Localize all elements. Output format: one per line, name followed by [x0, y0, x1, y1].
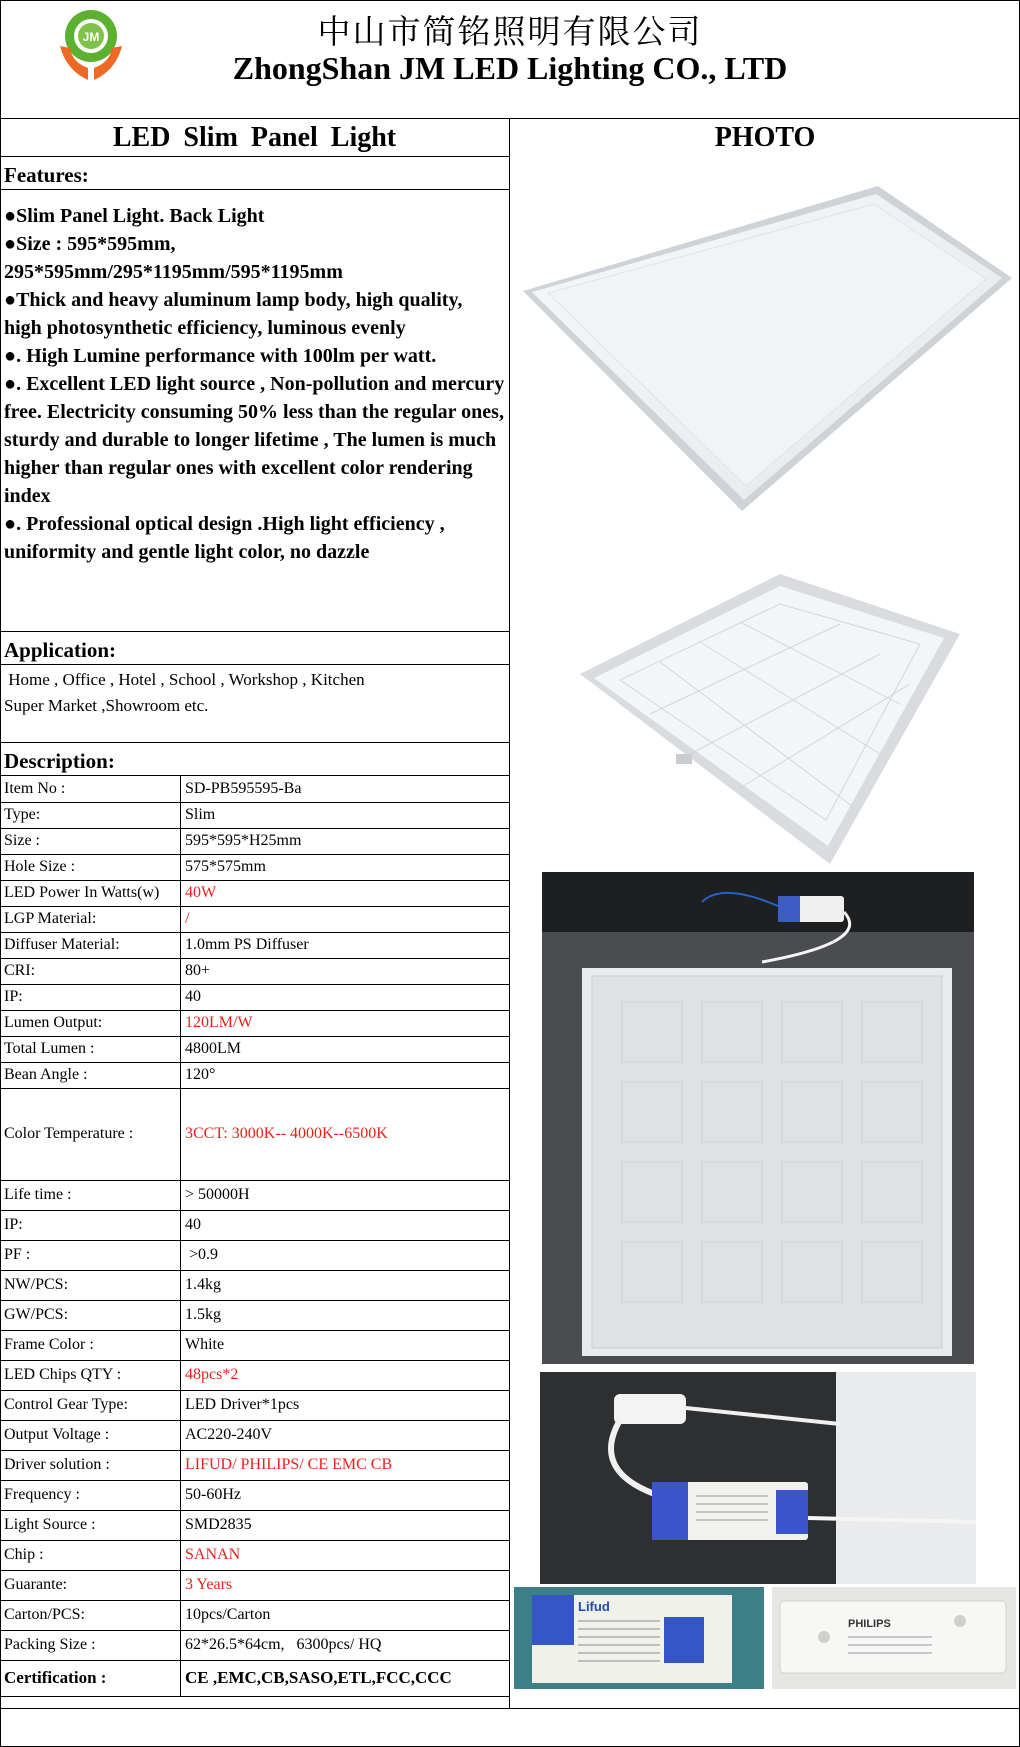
- spec-row: [0, 1540, 509, 1570]
- spec-value: 80+: [181, 958, 510, 984]
- spec-label: Total Lumen :: [0, 1036, 181, 1062]
- spec-label: Guarante:: [0, 1570, 181, 1600]
- spec-label: IP:: [0, 984, 181, 1010]
- spec-label: Lumen Output:: [0, 1010, 181, 1036]
- spec-label: Output Voltage :: [0, 1420, 181, 1450]
- spec-label: Frame Color :: [0, 1330, 181, 1360]
- spec-value: 40: [181, 984, 510, 1010]
- spec-row: [0, 958, 509, 984]
- spec-value: 3 Years: [181, 1570, 510, 1600]
- spec-row: [0, 1088, 509, 1180]
- spec-label: Frequency :: [0, 1480, 181, 1510]
- spec-label: Chip :: [0, 1540, 181, 1570]
- company-name-chinese: 中山市简铭照明有限公司: [317, 15, 703, 51]
- spec-row: [0, 1600, 509, 1630]
- spec-label: Light Source :: [0, 1510, 181, 1540]
- spec-row: [0, 906, 509, 932]
- lifud-brand-text: Lifud: [578, 1599, 610, 1614]
- spec-value: Slim: [181, 802, 510, 828]
- spec-value: SANAN: [181, 1540, 510, 1570]
- logo-text: JM: [82, 30, 100, 44]
- company-logo: [56, 8, 126, 82]
- spec-row: [0, 880, 509, 906]
- spec-label: Carton/PCS:: [0, 1600, 181, 1630]
- spec-value: AC220-240V: [181, 1420, 510, 1450]
- spec-row: [0, 1630, 509, 1660]
- spec-value: SD-PB595595-Ba: [181, 776, 510, 802]
- feature-item: ●Size : 595*595mm, 295*595mm/295*1195mm/595*1195mm: [4, 233, 343, 283]
- spec-label: Item No :: [0, 776, 181, 802]
- features-list: [0, 190, 509, 632]
- spec-label: LGP Material:: [0, 906, 181, 932]
- spec-value: LIFUD/ PHILIPS/ CE EMC CB: [181, 1450, 510, 1480]
- spec-row: [0, 1180, 509, 1210]
- spec-value: White: [181, 1330, 510, 1360]
- description-title: Description:: [0, 743, 509, 776]
- spec-value: 10pcs/Carton: [181, 1600, 510, 1630]
- spec-row: [0, 1390, 509, 1420]
- spec-value: LED Driver*1pcs: [181, 1390, 510, 1420]
- spec-label: GW/PCS:: [0, 1300, 181, 1330]
- spec-label: Size :: [0, 828, 181, 854]
- spec-row: [0, 1360, 509, 1390]
- spec-row: [0, 802, 509, 828]
- feature-item: ●. Excellent LED light source , Non-pollution and mercury free. Electricity consuming 50% less than the regular ones, sturdy and durable to longer lifetime , The lumen is much higher than regular ones with excellent color rendering index: [4, 373, 505, 507]
- spec-value: 50-60Hz: [181, 1480, 510, 1510]
- company-name-english: ZhongShan JM LED Lighting CO., LTD: [232, 50, 788, 86]
- spec-row: [0, 1010, 509, 1036]
- spec-value: SMD2835: [181, 1510, 510, 1540]
- spec-label: LED Chips QTY :: [0, 1360, 181, 1390]
- spec-row: [0, 828, 509, 854]
- spec-label: Color Temperature :: [0, 1088, 181, 1180]
- panel-front-photo: [518, 166, 1012, 526]
- philips-driver-label-photo: [772, 1587, 1016, 1689]
- spec-label: NW/PCS:: [0, 1270, 181, 1300]
- lifud-driver-label-photo: [514, 1587, 764, 1689]
- spec-row: [0, 1420, 509, 1450]
- feature-item: ●. High Lumine performance with 100lm per watt.: [4, 345, 437, 367]
- spec-value: 120LM/W: [181, 1010, 510, 1036]
- photo-title: PHOTO: [714, 122, 816, 153]
- spec-value: 1.0mm PS Diffuser: [181, 932, 510, 958]
- photo-column: [510, 118, 1020, 1708]
- feature-item: ●Thick and heavy aluminum lamp body, high quality, high photosynthetic efficiency, luminous evenly: [4, 289, 463, 339]
- spec-value: 1.5kg: [181, 1300, 510, 1330]
- spec-value: > 50000H: [181, 1180, 510, 1210]
- driver-closeup-photo: [540, 1372, 976, 1584]
- spec-row: [0, 776, 509, 802]
- application-line: Home , Office , Hotel , School , Workshop , Kitchen: [4, 670, 365, 689]
- spec-row: [0, 854, 509, 880]
- spec-value: 595*595*H25mm: [181, 828, 510, 854]
- product-title: LED Slim Panel Light: [0, 118, 509, 157]
- spec-value: 62*26.5*64cm, 6300pcs/ HQ: [181, 1630, 510, 1660]
- spec-row: [0, 984, 509, 1010]
- spec-row: [0, 1480, 509, 1510]
- spec-label: PF :: [0, 1240, 181, 1270]
- spec-value: 3CCT: 3000K-- 4000K--6500K: [181, 1088, 510, 1180]
- spec-value: /: [181, 906, 510, 932]
- spec-row: [0, 1450, 509, 1480]
- spec-label: Hole Size :: [0, 854, 181, 880]
- application-body: [0, 665, 509, 743]
- spec-row: [0, 1062, 509, 1088]
- spec-label: Type:: [0, 802, 181, 828]
- spec-value: 48pcs*2: [181, 1360, 510, 1390]
- spec-label: Bean Angle :: [0, 1062, 181, 1088]
- spec-value: 40W: [181, 880, 510, 906]
- spec-label: Control Gear Type:: [0, 1390, 181, 1420]
- spec-label: IP:: [0, 1210, 181, 1240]
- spec-row: [0, 1570, 509, 1600]
- bottom-border: [0, 1708, 1020, 1710]
- spec-row: [0, 932, 509, 958]
- spec-column: [0, 118, 510, 1708]
- certification-value: CE ,EMC,CB,SASO,ETL,FCC,CCC: [181, 1660, 510, 1696]
- spec-value: 1.4kg: [181, 1270, 510, 1300]
- certification-row: [0, 1660, 509, 1696]
- philips-brand-text: PHILIPS: [848, 1618, 891, 1630]
- spec-row: [0, 1330, 509, 1360]
- spec-label: Life time :: [0, 1180, 181, 1210]
- spec-row: [0, 1510, 509, 1540]
- panel-back-photo: [580, 574, 960, 864]
- spec-row: [0, 1300, 509, 1330]
- spec-label: Packing Size :: [0, 1630, 181, 1660]
- spec-label: CRI:: [0, 958, 181, 984]
- spec-row: [0, 1240, 509, 1270]
- spec-label: LED Power In Watts(w): [0, 880, 181, 906]
- header: [0, 0, 1020, 119]
- spec-label: Diffuser Material:: [0, 932, 181, 958]
- features-title: Features:: [0, 157, 509, 190]
- spec-value: 575*575mm: [181, 854, 510, 880]
- spec-row: [0, 1270, 509, 1300]
- spec-row: [0, 1036, 509, 1062]
- spec-table: [0, 776, 509, 1697]
- spec-value: >0.9: [181, 1240, 510, 1270]
- certification-label: Certification :: [0, 1660, 181, 1696]
- spec-value: 4800LM: [181, 1036, 510, 1062]
- spec-row: [0, 1210, 509, 1240]
- application-title: Application:: [0, 632, 509, 665]
- application-line: Super Market ,Showroom etc.: [4, 696, 209, 715]
- feature-item: ●Slim Panel Light. Back Light: [4, 205, 265, 227]
- spec-value: 120°: [181, 1062, 510, 1088]
- spec-value: 40: [181, 1210, 510, 1240]
- spec-label: Driver solution :: [0, 1450, 181, 1480]
- panel-with-driver-photo: [542, 872, 974, 1364]
- feature-item: ●. Professional optical design .High light efficiency , uniformity and gentle light color, no dazzle: [4, 513, 445, 563]
